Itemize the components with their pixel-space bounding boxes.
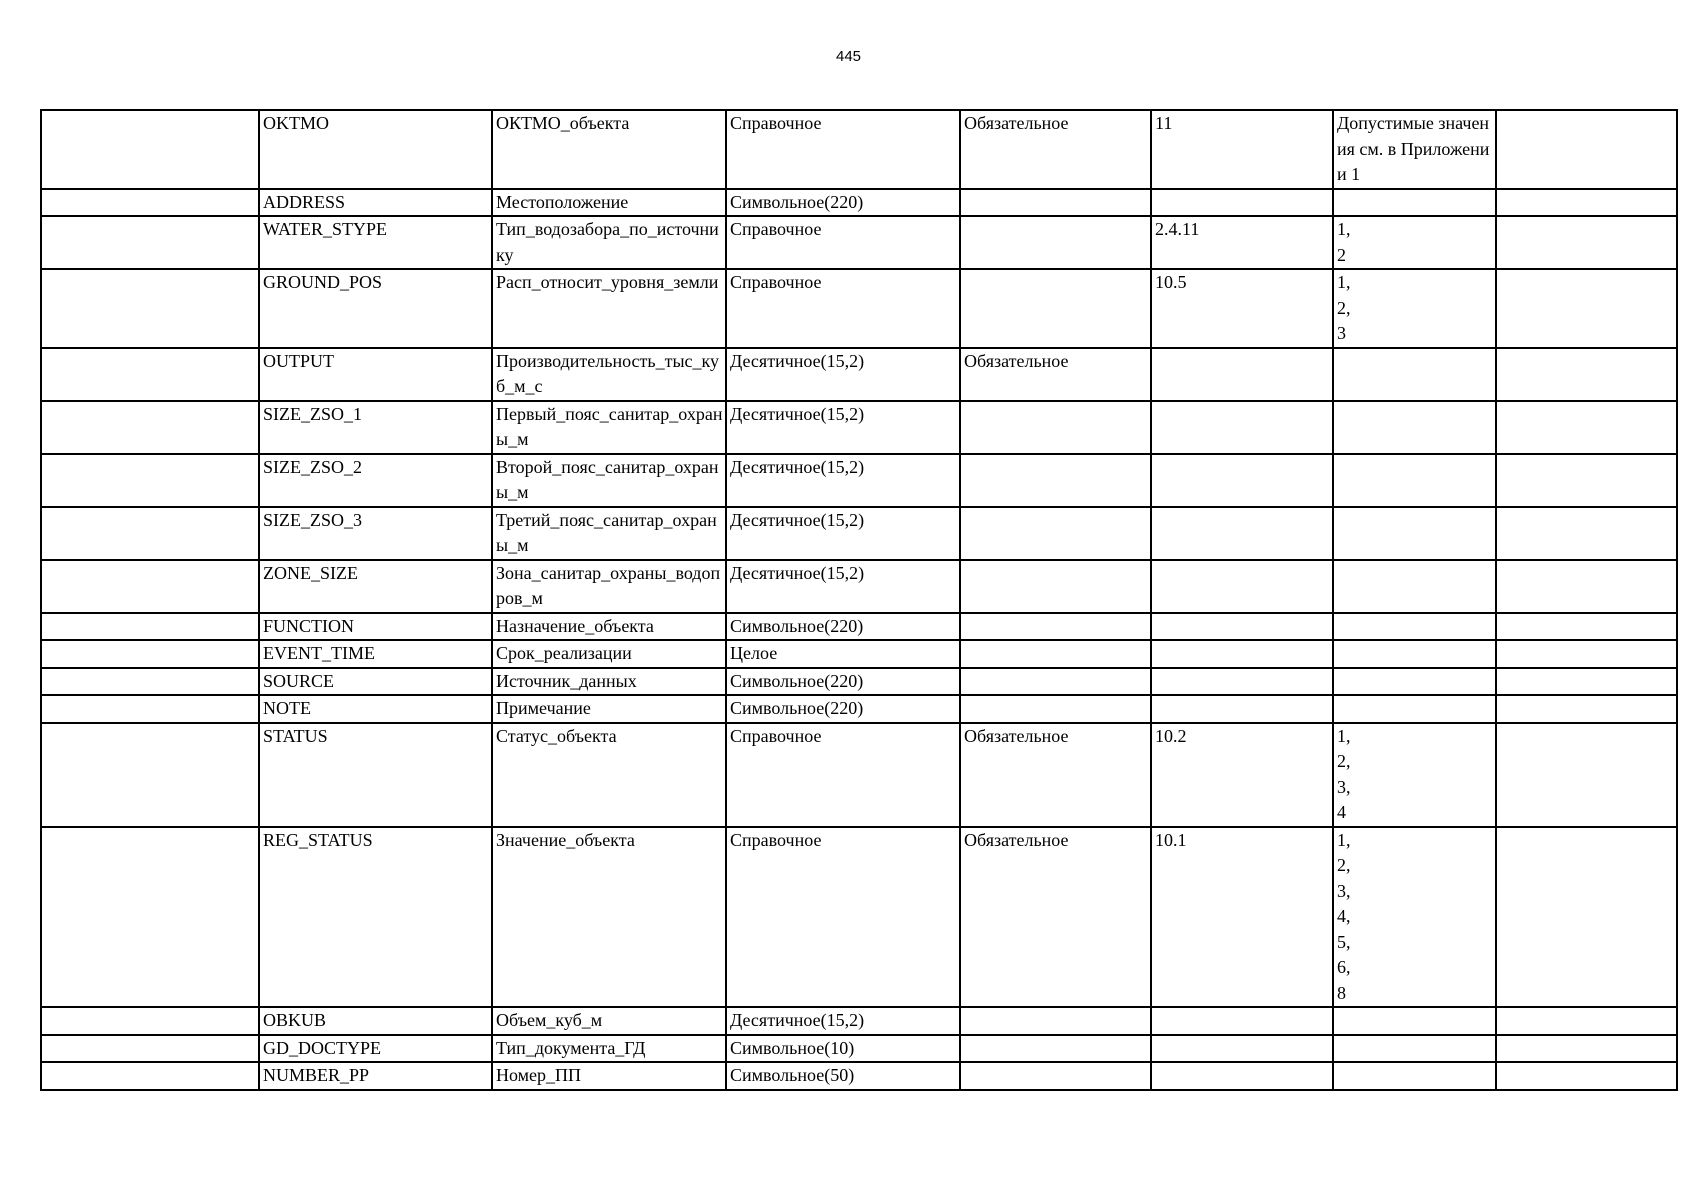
required-cell <box>960 269 1151 348</box>
blank-cell <box>41 640 259 668</box>
field-name-cell: WATER_STYPE <box>259 216 492 269</box>
blank-cell <box>41 189 259 217</box>
reference-cell: 10.1 <box>1151 827 1333 1008</box>
field-name-cell: SOURCE <box>259 668 492 696</box>
table-row <box>41 454 1677 507</box>
blank-cell <box>41 348 259 401</box>
note-cell <box>1496 216 1677 269</box>
required-cell: Обязательное <box>960 348 1151 401</box>
blank-cell <box>41 454 259 507</box>
note-cell <box>1496 1007 1677 1035</box>
reference-cell <box>1151 507 1333 560</box>
field-alias-cell: Назначение_объекта <box>492 613 726 641</box>
table-row <box>41 1035 1677 1063</box>
field-alias-cell: Срок_реализации <box>492 640 726 668</box>
field-name-cell: SIZE_ZSO_1 <box>259 401 492 454</box>
allowed-values-cell <box>1333 640 1496 668</box>
note-cell <box>1496 668 1677 696</box>
table-row <box>41 560 1677 613</box>
allowed-values-cell: 1, 2 <box>1333 216 1496 269</box>
field-alias-cell: Статус_объекта <box>492 723 726 827</box>
allowed-values-cell: 1, 2, 3 <box>1333 269 1496 348</box>
field-type-cell: Десятичное(15,2) <box>726 1007 960 1035</box>
reference-cell <box>1151 1062 1333 1090</box>
note-cell <box>1496 189 1677 217</box>
required-cell <box>960 695 1151 723</box>
note-cell <box>1496 613 1677 641</box>
field-name-cell: OBKUB <box>259 1007 492 1035</box>
allowed-values-cell <box>1333 1007 1496 1035</box>
required-cell <box>960 613 1151 641</box>
field-type-cell: Десятичное(15,2) <box>726 454 960 507</box>
note-cell <box>1496 560 1677 613</box>
allowed-values-cell <box>1333 1035 1496 1063</box>
reference-cell <box>1151 454 1333 507</box>
reference-cell <box>1151 613 1333 641</box>
page-number: 445 <box>835 48 862 65</box>
field-alias-cell: Расп_относит_уровня_земли <box>492 269 726 348</box>
blank-cell <box>41 827 259 1008</box>
field-alias-cell: Примечание <box>492 695 726 723</box>
required-cell <box>960 189 1151 217</box>
field-alias-cell: Номер_ПП <box>492 1062 726 1090</box>
blank-cell <box>41 401 259 454</box>
field-type-cell: Десятичное(15,2) <box>726 348 960 401</box>
field-type-cell: Целое <box>726 640 960 668</box>
table-row <box>41 723 1677 827</box>
note-cell <box>1496 454 1677 507</box>
field-type-cell: Символьное(220) <box>726 613 960 641</box>
blank-cell <box>41 507 259 560</box>
required-cell <box>960 1035 1151 1063</box>
note-cell <box>1496 827 1677 1008</box>
field-type-cell: Справочное <box>726 723 960 827</box>
reference-cell: 10.5 <box>1151 269 1333 348</box>
required-cell <box>960 401 1151 454</box>
allowed-values-cell: 1, 2, 3, 4 <box>1333 723 1496 827</box>
blank-cell <box>41 668 259 696</box>
field-alias-cell: Местоположение <box>492 189 726 217</box>
field-name-cell: GD_DOCTYPE <box>259 1035 492 1063</box>
allowed-values-cell <box>1333 695 1496 723</box>
table-row <box>41 613 1677 641</box>
table-row <box>41 507 1677 560</box>
field-alias-cell: Значение_объекта <box>492 827 726 1008</box>
field-name-cell: OUTPUT <box>259 348 492 401</box>
field-type-cell: Символьное(10) <box>726 1035 960 1063</box>
field-type-cell: Справочное <box>726 110 960 189</box>
field-type-cell: Десятичное(15,2) <box>726 560 960 613</box>
allowed-values-cell <box>1333 348 1496 401</box>
note-cell <box>1496 401 1677 454</box>
note-cell <box>1496 110 1677 189</box>
field-name-cell: FUNCTION <box>259 613 492 641</box>
reference-cell <box>1151 1007 1333 1035</box>
blank-cell <box>41 613 259 641</box>
reference-cell <box>1151 640 1333 668</box>
field-alias-cell: Объем_куб_м <box>492 1007 726 1035</box>
allowed-values-cell <box>1333 189 1496 217</box>
field-type-cell: Символьное(220) <box>726 668 960 696</box>
blank-cell <box>41 110 259 189</box>
allowed-values-cell <box>1333 668 1496 696</box>
field-alias-cell: Третий_пояс_санитар_охраны_м <box>492 507 726 560</box>
table-row <box>41 269 1677 348</box>
note-cell <box>1496 723 1677 827</box>
allowed-values-cell: Допустимые значения см. в Приложении 1 <box>1333 110 1496 189</box>
table-row <box>41 110 1677 189</box>
field-alias-cell: Тип_водозабора_по_источнику <box>492 216 726 269</box>
field-name-cell: STATUS <box>259 723 492 827</box>
blank-cell <box>41 1035 259 1063</box>
field-type-cell: Десятичное(15,2) <box>726 401 960 454</box>
field-type-cell: Справочное <box>726 269 960 348</box>
field-name-cell: GROUND_POS <box>259 269 492 348</box>
allowed-values-cell <box>1333 560 1496 613</box>
required-cell <box>960 507 1151 560</box>
required-cell <box>960 1062 1151 1090</box>
field-alias-cell: Второй_пояс_санитар_охраны_м <box>492 454 726 507</box>
required-cell <box>960 1007 1151 1035</box>
field-alias-cell: ОКТМО_объекта <box>492 110 726 189</box>
note-cell <box>1496 507 1677 560</box>
required-cell <box>960 560 1151 613</box>
reference-cell <box>1151 348 1333 401</box>
allowed-values-cell <box>1333 454 1496 507</box>
reference-cell <box>1151 560 1333 613</box>
field-name-cell: ZONE_SIZE <box>259 560 492 613</box>
blank-cell <box>41 560 259 613</box>
field-name-cell: SIZE_ZSO_2 <box>259 454 492 507</box>
allowed-values-cell <box>1333 1062 1496 1090</box>
blank-cell <box>41 1007 259 1035</box>
table-row <box>41 1062 1677 1090</box>
field-name-cell: ADDRESS <box>259 189 492 217</box>
field-alias-cell: Первый_пояс_санитар_охраны_м <box>492 401 726 454</box>
reference-cell <box>1151 695 1333 723</box>
reference-cell <box>1151 189 1333 217</box>
required-cell <box>960 216 1151 269</box>
table-row <box>41 401 1677 454</box>
required-cell <box>960 640 1151 668</box>
reference-cell: 2.4.11 <box>1151 216 1333 269</box>
note-cell <box>1496 1035 1677 1063</box>
blank-cell <box>41 1062 259 1090</box>
field-alias-cell: Производительность_тыс_куб_м_с <box>492 348 726 401</box>
field-type-cell: Символьное(220) <box>726 189 960 217</box>
allowed-values-cell <box>1333 613 1496 641</box>
note-cell <box>1496 269 1677 348</box>
field-alias-cell: Зона_санитар_охраны_водопров_м <box>492 560 726 613</box>
table-row <box>41 1007 1677 1035</box>
allowed-values-cell <box>1333 507 1496 560</box>
table-row <box>41 348 1677 401</box>
reference-cell <box>1151 1035 1333 1063</box>
field-name-cell: NUMBER_PP <box>259 1062 492 1090</box>
note-cell <box>1496 1062 1677 1090</box>
blank-cell <box>41 216 259 269</box>
field-name-cell: OKTMO <box>259 110 492 189</box>
table-row <box>41 189 1677 217</box>
blank-cell <box>41 269 259 348</box>
table-row <box>41 827 1677 1008</box>
allowed-values-cell <box>1333 401 1496 454</box>
table-row <box>41 695 1677 723</box>
table-row <box>41 668 1677 696</box>
required-cell: Обязательное <box>960 110 1151 189</box>
reference-cell: 11 <box>1151 110 1333 189</box>
table-row <box>41 216 1677 269</box>
field-type-cell: Справочное <box>726 216 960 269</box>
field-type-cell: Символьное(50) <box>726 1062 960 1090</box>
field-name-cell: SIZE_ZSO_3 <box>259 507 492 560</box>
reference-cell <box>1151 401 1333 454</box>
required-cell <box>960 668 1151 696</box>
field-alias-cell: Тип_документа_ГД <box>492 1035 726 1063</box>
blank-cell <box>41 723 259 827</box>
note-cell <box>1496 640 1677 668</box>
note-cell <box>1496 348 1677 401</box>
table-row <box>41 640 1677 668</box>
required-cell: Обязательное <box>960 827 1151 1008</box>
field-type-cell: Справочное <box>726 827 960 1008</box>
field-name-cell: REG_STATUS <box>259 827 492 1008</box>
field-alias-cell: Источник_данных <box>492 668 726 696</box>
field-name-cell: NOTE <box>259 695 492 723</box>
note-cell <box>1496 695 1677 723</box>
required-cell: Обязательное <box>960 723 1151 827</box>
reference-cell: 10.2 <box>1151 723 1333 827</box>
attribute-table <box>40 109 1678 1091</box>
required-cell <box>960 454 1151 507</box>
field-name-cell: EVENT_TIME <box>259 640 492 668</box>
reference-cell <box>1151 668 1333 696</box>
blank-cell <box>41 695 259 723</box>
field-type-cell: Десятичное(15,2) <box>726 507 960 560</box>
field-type-cell: Символьное(220) <box>726 695 960 723</box>
allowed-values-cell: 1, 2, 3, 4, 5, 6, 8 <box>1333 827 1496 1008</box>
